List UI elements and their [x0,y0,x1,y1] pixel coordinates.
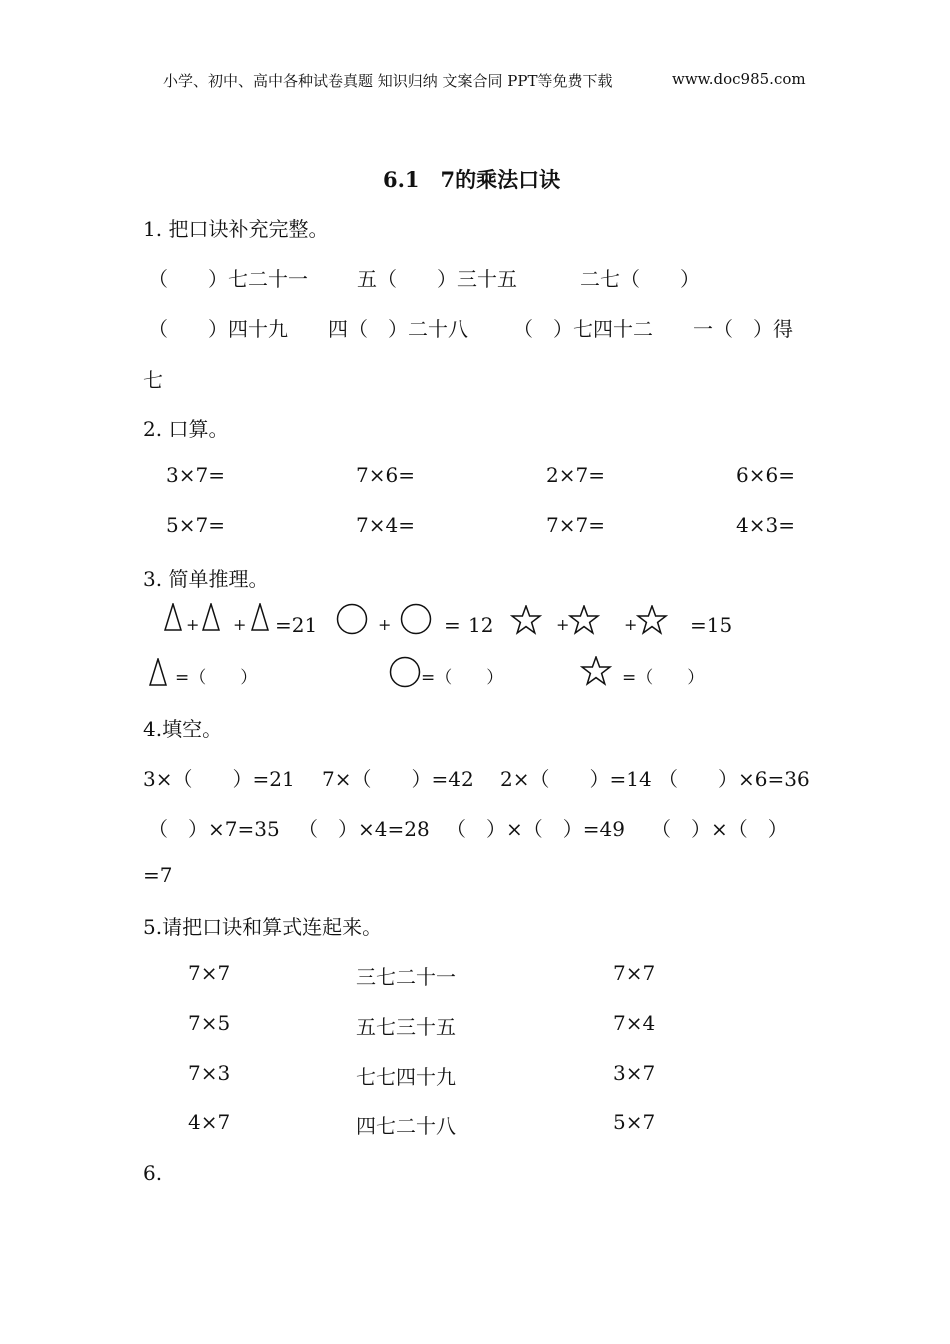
plus-sign: + [233,615,247,634]
q3-answer: =（ ） [421,668,504,688]
q6-heading: 6. [143,1161,163,1185]
q2-expression: 4×3= [736,513,795,537]
q2-expression: 3×7= [166,463,225,487]
star-icon [568,605,600,635]
triangle-icon [202,603,220,631]
star-icon [636,605,668,635]
q1-item: 四（ ）二十八 [328,317,468,341]
q5-right-expression: 3×7 [613,1061,656,1085]
q4-item: 2×（ ）=14 [500,767,652,791]
q5-left-expression: 7×7 [188,961,231,985]
q3-result: =21 [275,613,318,637]
star-icon [580,656,612,686]
triangle-icon [149,658,167,686]
q5-right-expression: 5×7 [613,1110,656,1134]
q3-heading: 3. 简单推理。 [143,567,269,591]
q5-rhyme: 五七三十五 [356,1015,456,1039]
equals-sign: = [444,613,461,637]
circle-icon [400,603,432,635]
q3-result: =15 [690,613,733,637]
q1-item: （ ）七二十一 [148,267,308,291]
q2-expression: 7×4= [356,513,415,537]
q2-expression: 7×7= [546,513,605,537]
q1-heading: 1. 把口诀补充完整。 [143,217,329,241]
q1-item: 七 [143,368,163,392]
q5-rhyme: 三七二十一 [356,965,456,989]
header-url: www.doc985.com [672,70,806,88]
q4-item: （ ）×4=28 [298,817,430,841]
q1-item: 五（ ）三十五 [357,267,517,291]
q2-expression: 6×6= [736,463,795,487]
q4-item: 3×（ ）=21 [143,767,295,791]
q5-left-expression: 7×3 [188,1061,231,1085]
q5-left-expression: 7×5 [188,1011,231,1035]
q4-item: =7 [143,863,173,887]
q4-item: （ ）×（ ） [651,817,788,841]
q5-rhyme: 七七四十九 [356,1065,456,1089]
q4-item: （ ）×（ ）=49 [446,817,625,841]
plus-sign: + [556,615,570,634]
q4-item: 7×（ ）=42 [322,767,474,791]
q4-heading: 4.填空。 [143,717,223,741]
q2-expression: 5×7= [166,513,225,537]
q5-heading: 5.请把口诀和算式连起来。 [143,915,383,939]
q5-left-expression: 4×7 [188,1110,231,1134]
q1-item: 一（ ）得 [693,317,793,341]
q5-rhyme: 四七二十八 [356,1114,456,1138]
q4-item: （ ）×6=36 [658,767,810,791]
q1-item: （ ）七四十二 [513,317,653,341]
header-left-text: 小学、初中、高中各种试卷真题 知识归纳 文案合同 PPT等免费下载 [163,72,613,90]
triangle-icon [251,603,269,631]
plus-sign: + [186,615,200,634]
q3-answer: =（ ） [622,668,705,688]
q1-item: （ ）四十九 [148,317,288,341]
q3-answer: =（ ） [175,668,258,688]
circle-icon [336,603,368,635]
q2-heading: 2. 口算。 [143,417,229,441]
q5-right-expression: 7×4 [613,1011,656,1035]
q5-right-expression: 7×7 [613,961,656,985]
plus-sign: + [624,615,638,634]
triangle-icon [164,603,182,631]
star-icon [510,605,542,635]
q4-item: （ ）×7=35 [148,817,280,841]
page-title: 6.1 7的乘法口诀 [383,167,561,192]
plus-sign: + [378,615,392,634]
q2-expression: 7×6= [356,463,415,487]
circle-icon [389,656,421,688]
q1-item: 二七（ ） [580,267,700,291]
q3-result: 12 [468,613,494,637]
q2-expression: 2×7= [546,463,605,487]
